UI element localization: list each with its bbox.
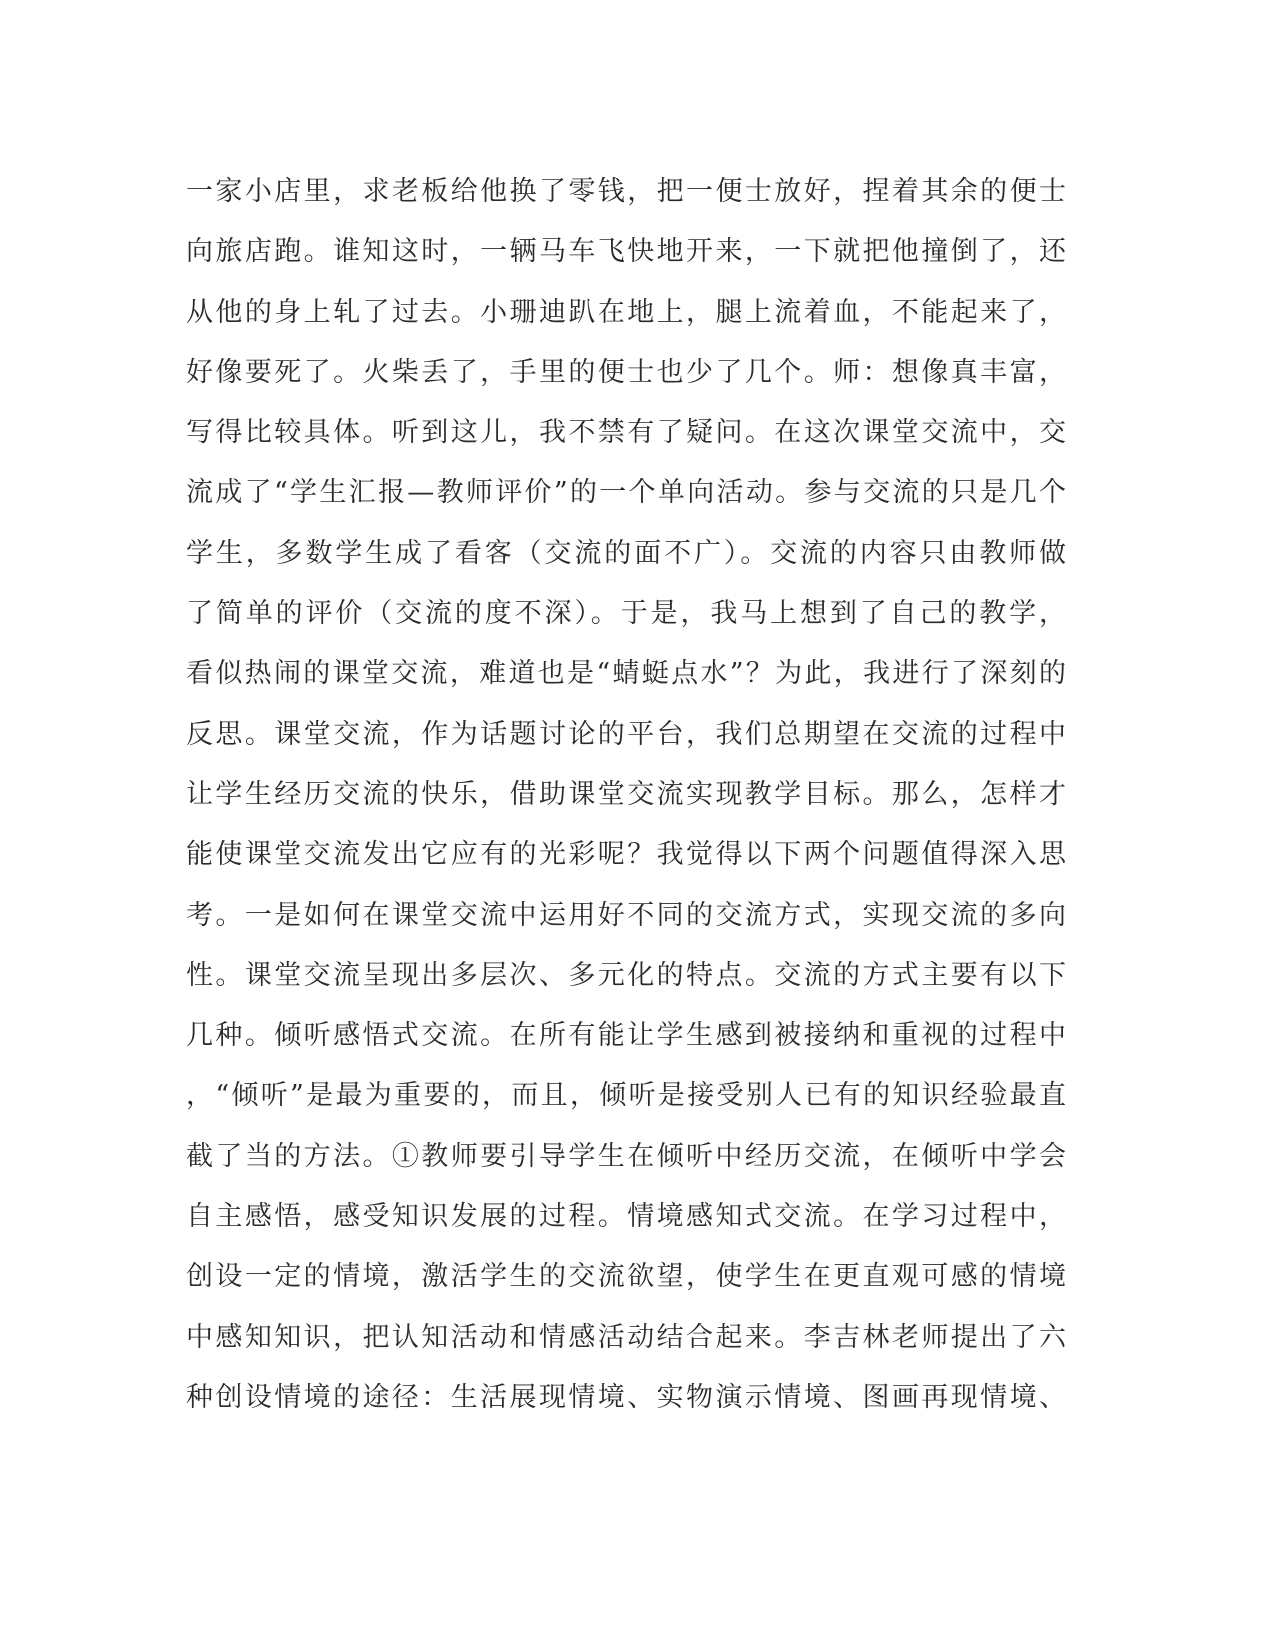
text-line-18: 自主感悟，感受知识发展的过程。情境感知式交流。在学习过程中， — [186, 1201, 1066, 1233]
text-line-20: 中感知知识，把认知活动和情感活动结合起来。李吉林老师提出了六 — [186, 1321, 1066, 1353]
text-line-10: 反思。课堂交流，作为话题讨论的平台，我们总期望在交流的过程中 — [186, 718, 1066, 750]
text-line-7: 学生，多数学生成了看客（交流的面不广）。交流的内容只由教师做 — [186, 537, 1066, 569]
text-line-11: 让学生经历交流的快乐，借助课堂交流实现教学目标。那么，怎样才 — [186, 778, 1066, 810]
text-line-19: 创设一定的情境，激活学生的交流欲望，使学生在更直观可感的情境 — [186, 1261, 1066, 1293]
text-line-9: 看似热闹的课堂交流，难道也是“蜻蜓点水”？为此，我进行了深刻的 — [186, 658, 1066, 690]
text-line-21: 种创设情境的途径：生活展现情境、实物演示情境、图画再现情境、 — [186, 1381, 1066, 1413]
text-line-17: 截了当的方法。①教师要引导学生在倾听中经历交流，在倾听中学会 — [186, 1140, 1066, 1172]
text-line-15: 几种。倾听感悟式交流。在所有能让学生感到被接纳和重视的过程中 — [186, 1020, 1066, 1052]
text-line-16: ，“倾听”是最为重要的，而且，倾听是接受别人已有的知识经验最直 — [186, 1080, 1066, 1112]
text-line-1: 一家小店里，求老板给他换了零钱，把一便士放好，捏着其余的便士 — [186, 176, 1066, 207]
text-line-3: 从他的身上轧了过去。小珊迪趴在地上，腿上流着血，不能起来了， — [186, 296, 1066, 328]
text-line-5: 写得比较具体。听到这儿，我不禁有了疑问。在这次课堂交流中，交 — [186, 417, 1066, 449]
text-line-4: 好像要死了。火柴丢了，手里的便士也少了几个。师：想像真丰富， — [186, 356, 1066, 388]
text-line-2: 向旅店跑。谁知这时，一辆马车飞快地开来，一下就把他撞倒了，还 — [186, 236, 1066, 268]
text-line-13: 考。一是如何在课堂交流中运用好不同的交流方式，实现交流的多向 — [186, 899, 1066, 931]
text-line-12: 能使课堂交流发出它应有的光彩呢？我觉得以下两个问题值得深入思 — [186, 839, 1066, 871]
text-line-14: 性。课堂交流呈现出多层次、多元化的特点。交流的方式主要有以下 — [186, 959, 1066, 991]
body-text — [186, 162, 1066, 1428]
text-line-6: 流成了“学生汇报—教师评价”的一个单向活动。参与交流的只是几个 — [186, 477, 1066, 509]
text-line-8: 了简单的评价（交流的度不深）。于是，我马上想到了自己的教学， — [186, 598, 1066, 630]
